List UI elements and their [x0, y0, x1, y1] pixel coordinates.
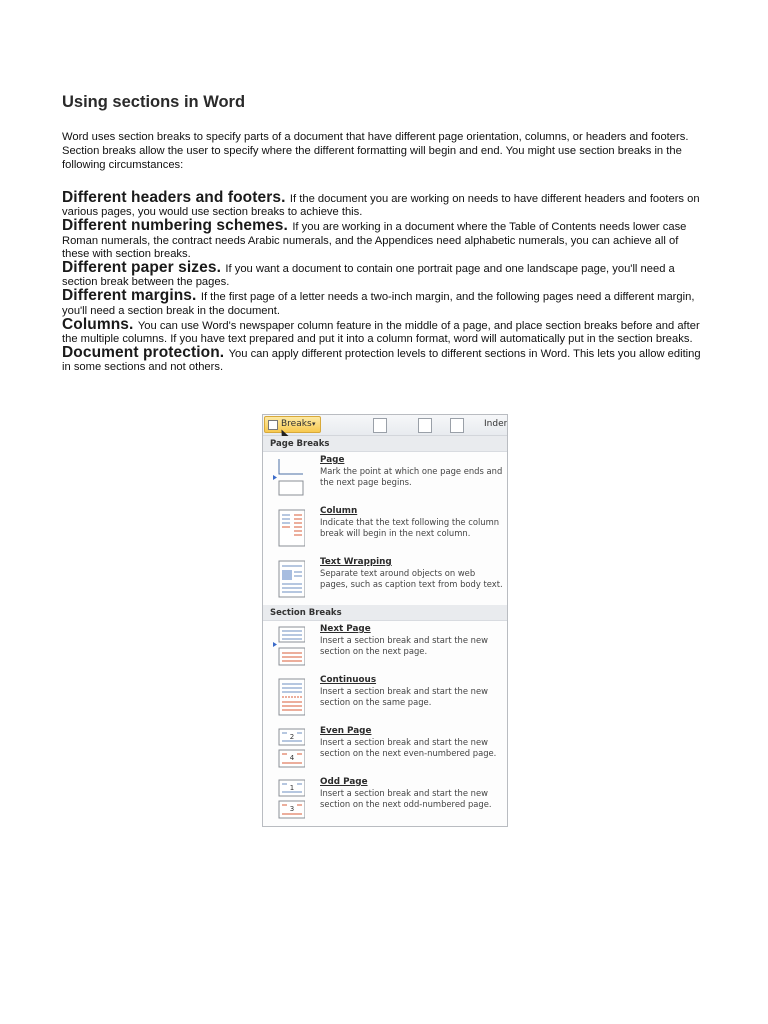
section-item: Columns. You can use Word's newspaper column feature in the middle of a page, and place section breaks before and after the multiple columns. If you have text prepared and put it into a column format, word will automatically put in the section breaks.	[62, 315, 700, 346]
column-break-option[interactable]	[263, 506, 507, 554]
section-heading: Different numbering schemes	[62, 217, 284, 235]
column-break-icon	[273, 508, 305, 548]
text-wrapping-icon	[273, 559, 305, 599]
section-heading: Columns	[62, 315, 130, 333]
section-item: Document protection. You can apply different protection levels to different sections in Word. This lets you allow editing in some sections and not others.	[62, 344, 701, 374]
line-numbers-icon[interactable]	[373, 418, 387, 433]
option-description: Indicate that the text following the column break will begin in the next column.	[320, 517, 500, 539]
section-body: If you are working in a document where the Table of Contents needs lower case Roman numerals, the contract needs Arabic numerals, and the Appendices need alphabetic numerals, you can achieve all of these with section breaks.	[62, 221, 687, 260]
odd-page-break-option[interactable]	[263, 777, 507, 825]
even-page-break-option[interactable]	[263, 726, 507, 774]
section-body: If the document you are working on needs to have different headers and footers on various pages, you would use section breaks to achieve this.	[62, 193, 700, 219]
section-item: Different paper sizes. If you want a document to contain one portrait page and one landscape page, you'll need a section break between the pages.	[62, 259, 675, 289]
breaks-menu-screenshot	[262, 414, 508, 827]
option-title: Column	[320, 506, 358, 516]
even-page-break-icon	[273, 728, 305, 768]
section-body: You can apply different protection levels to different sections in Word. This lets you allow editing in some sections and not others.	[62, 348, 701, 374]
section-body: If the first page of a letter needs a two-inch margin, and the following pages need a different margin, you'll need a section break in the document.	[62, 291, 695, 317]
option-description: Insert a section break and start the new section on the next odd-numbered page.	[320, 788, 492, 810]
continuous-break-icon	[273, 677, 305, 717]
odd-first-page-number: 1	[289, 784, 295, 792]
option-description: Separate text around objects on web pages, such as caption text from body text.	[320, 568, 503, 590]
odd-second-page-number: 3	[289, 805, 295, 813]
section-list	[62, 191, 702, 375]
section-heading: Different headers and footers	[62, 189, 282, 206]
section-heading: Different paper sizes	[62, 259, 217, 277]
page-breaks-header: Page Breaks	[263, 436, 507, 452]
section-item: Different margins. If the first page of a letter needs a two-inch margin, and the following pages need a different margin, you'll need a section break in the document.	[62, 287, 695, 317]
chevron-down-icon: ▾	[312, 420, 316, 428]
odd-page-break-icon	[273, 779, 305, 819]
breaks-button[interactable]	[264, 416, 321, 433]
even-second-page-number: 4	[289, 754, 295, 762]
section-item: Different numbering schemes. If you are working in a document where the Table of Contents needs lower case Roman numerals, the contract needs Arabic numerals, and the Appendices need alphabetic numerals, you can achieve all of these with section breaks.	[62, 217, 687, 260]
text-wrapping-break-option[interactable]	[263, 557, 507, 605]
option-description: Insert a section break and start the new section on the same page.	[320, 686, 488, 708]
page-break-icon	[273, 457, 305, 497]
indent-label: Inder	[484, 419, 508, 429]
option-title: Continuous	[320, 675, 377, 685]
page-break-option[interactable]	[263, 455, 507, 503]
section-heading: Different margins	[62, 287, 193, 305]
option-description: Insert a section break and start the new section on the next page.	[320, 635, 488, 657]
section-body: You can use Word's newspaper column feature in the middle of a page, and place section breaks before and after the multiple columns. If you have text prepared and put it into a column format, word will automatically put in the section breaks.	[62, 319, 700, 346]
even-first-page-number: 2	[289, 733, 295, 741]
page-title: Using sections in Word	[62, 93, 246, 111]
section-item: Different headers and footers. If the document you are working on needs to have different headers and footers on various pages, you would use section breaks to achieve this.	[62, 189, 700, 219]
hyphenation-icon[interactable]	[418, 418, 432, 433]
option-title: Even Page	[320, 726, 372, 736]
next-page-break-option[interactable]	[263, 624, 507, 672]
breaks-icon	[268, 420, 278, 430]
section-heading: Document protection	[62, 344, 220, 362]
option-title: Next Page	[320, 624, 371, 634]
next-page-break-icon	[273, 626, 305, 666]
option-title: Odd Page	[320, 777, 368, 787]
option-title: Page	[320, 455, 345, 465]
ribbon-bar	[263, 415, 507, 436]
option-description: Mark the point at which one page ends and the next page begins.	[320, 466, 503, 488]
continuous-break-option[interactable]	[263, 675, 507, 723]
section-breaks-header: Section Breaks	[263, 605, 507, 621]
section-body: If you want a document to contain one portrait page and one landscape page, you'll need a section break between the pages.	[62, 263, 675, 289]
option-title: Text Wrapping	[320, 557, 392, 567]
page-icon[interactable]	[450, 418, 464, 433]
breaks-button-label: Breaks	[281, 419, 312, 429]
intro-paragraph: Word uses section breaks to specify parts of a document that have different page orientation, columns, or headers and footers. Section breaks allow the user to specify where the different formatting will begin and end. You might use section breaks in the following circumstances:	[62, 131, 689, 171]
option-description: Insert a section break and start the new section on the next even-numbered page.	[320, 737, 497, 759]
